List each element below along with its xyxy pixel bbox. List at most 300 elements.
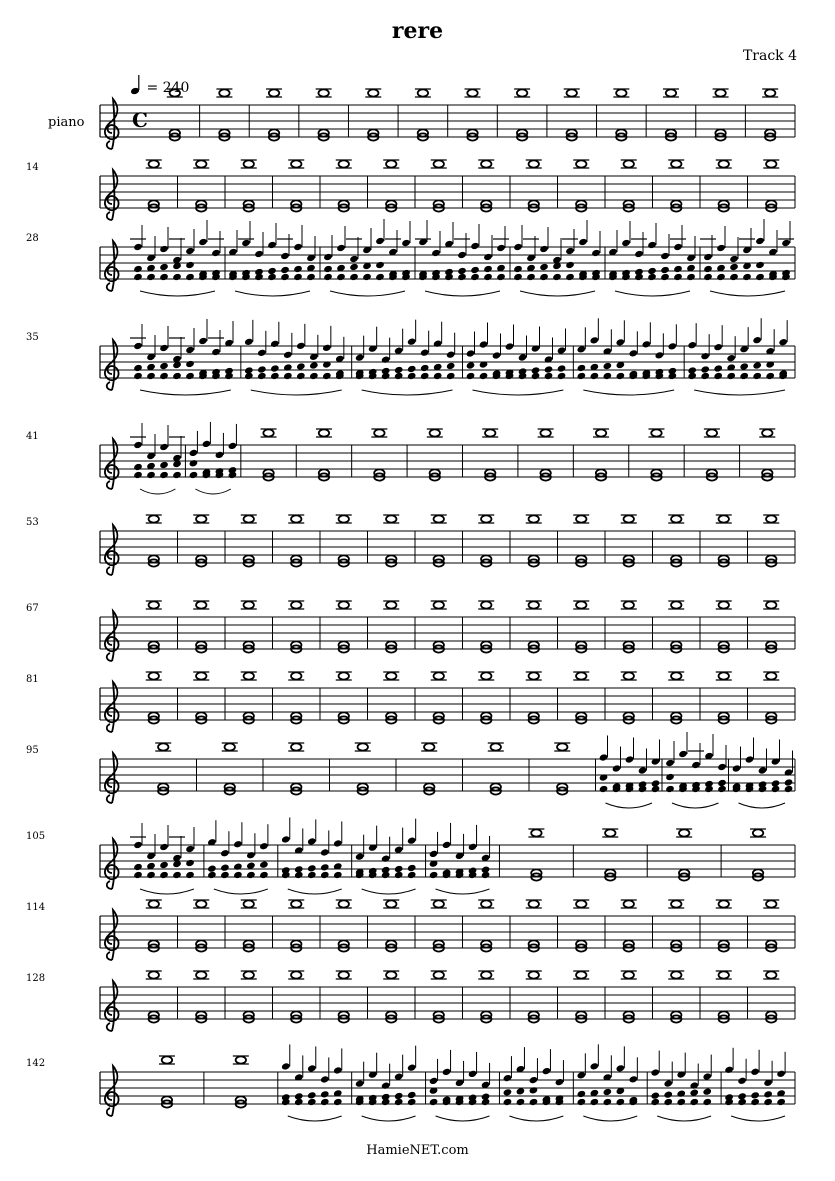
note-head (244, 672, 254, 679)
note-head (307, 837, 317, 845)
note-head (133, 372, 143, 380)
note-head (481, 900, 491, 907)
note-head (612, 764, 622, 772)
note-head (349, 255, 359, 263)
note-head (577, 372, 587, 380)
note-head (753, 829, 763, 836)
note-head (196, 601, 206, 608)
note-head (481, 160, 491, 167)
note-head (713, 372, 723, 380)
note-head (650, 1098, 660, 1106)
note-head (149, 601, 159, 608)
note-head (742, 273, 752, 281)
note-head (529, 1076, 539, 1084)
note-head (236, 1056, 246, 1063)
note-head (185, 871, 195, 879)
note-head (671, 900, 681, 907)
note-head (429, 871, 439, 879)
note-head (647, 241, 657, 249)
note-head (294, 871, 304, 879)
note-head (307, 1091, 317, 1099)
note-head (241, 239, 251, 247)
note-head (638, 766, 648, 774)
note-head (481, 1098, 491, 1106)
note-head (596, 429, 606, 436)
note-head (468, 1070, 478, 1078)
note-head (309, 372, 319, 380)
note-head (269, 89, 279, 96)
note-head (700, 352, 710, 360)
note-head (172, 273, 182, 281)
note-head (339, 672, 349, 679)
treble-clef-icon (105, 611, 119, 661)
note-head (716, 273, 726, 281)
staff-system (100, 219, 795, 296)
note-head (660, 252, 670, 260)
note-head (468, 843, 478, 851)
note-head (719, 672, 729, 679)
note-head (339, 601, 349, 608)
note-head (291, 900, 301, 907)
note-head (159, 263, 169, 271)
note-head (624, 601, 634, 608)
note-head (577, 1090, 587, 1098)
note-head (531, 372, 541, 380)
note-head (503, 1088, 513, 1096)
note-head (133, 243, 143, 251)
note-head (233, 871, 243, 879)
note-head (576, 971, 586, 978)
note-head (752, 372, 762, 380)
note-head (634, 250, 644, 258)
note-head (616, 372, 626, 380)
note-head (660, 266, 670, 274)
note-head (784, 778, 794, 786)
note-head (651, 429, 661, 436)
note-head (481, 672, 491, 679)
note-head (470, 273, 480, 281)
note-head (503, 1098, 513, 1106)
note-head (349, 263, 359, 271)
tempo-value: = 240 (146, 80, 190, 96)
measure-number: 53 (26, 517, 39, 528)
note-head (394, 372, 404, 380)
note-head (663, 1098, 673, 1106)
note-head (737, 1098, 747, 1106)
note-head (381, 1081, 391, 1089)
note-head (407, 1098, 417, 1106)
note-head (244, 338, 254, 346)
note-head (336, 244, 346, 252)
note-head (267, 273, 277, 281)
note-head (433, 339, 443, 347)
note-head (407, 1063, 417, 1071)
note-head (296, 342, 306, 350)
note-head (133, 841, 143, 849)
note-head (280, 252, 290, 260)
note-head (603, 372, 613, 380)
note-head (362, 273, 372, 281)
note-head (467, 89, 477, 96)
measure-number: 67 (26, 603, 39, 614)
treble-clef-icon (105, 439, 119, 489)
note-head (291, 601, 301, 608)
staff-system (100, 89, 795, 149)
note-head (491, 743, 501, 750)
note-head (565, 247, 575, 255)
note-head (185, 859, 195, 867)
note-head (776, 1070, 786, 1078)
note-head (629, 1075, 639, 1083)
note-head (291, 743, 301, 750)
note-head (655, 351, 665, 359)
note-head (591, 249, 601, 257)
note-head (557, 364, 567, 372)
note-head (244, 372, 254, 380)
note-head (700, 365, 710, 373)
note-head (270, 340, 280, 348)
note-head (483, 273, 493, 281)
note-head (666, 89, 676, 96)
note-head (322, 344, 332, 352)
note-head (244, 601, 254, 608)
note-head (518, 353, 528, 361)
note-head (442, 1068, 452, 1076)
note-head (529, 601, 539, 608)
note-head (496, 273, 506, 281)
note-head (429, 850, 439, 858)
note-head (739, 362, 749, 370)
track-label: Track 4 (742, 48, 797, 64)
note-head (159, 443, 169, 451)
note-head (713, 343, 723, 351)
note-head (336, 273, 346, 281)
note-head (778, 338, 788, 346)
note-head (429, 1077, 439, 1085)
note-head (719, 971, 729, 978)
note-head (590, 1098, 600, 1106)
note-head (752, 361, 762, 369)
note-head (333, 1098, 343, 1106)
note-head (673, 273, 683, 281)
note-head (170, 89, 180, 96)
note-head (339, 971, 349, 978)
treble-clef-icon (105, 340, 119, 390)
note-head (663, 1079, 673, 1087)
note-head (375, 273, 385, 281)
note-head (517, 89, 527, 96)
note-head (689, 1098, 699, 1106)
note-head (713, 364, 723, 372)
note-head (401, 239, 411, 247)
note-head (220, 849, 230, 857)
note-head (776, 1098, 786, 1106)
note-head (149, 515, 159, 522)
note-head (703, 265, 713, 273)
note-head (293, 265, 303, 273)
treble-clef-icon (105, 753, 119, 803)
staff-system (100, 318, 795, 395)
note-head (763, 1098, 773, 1106)
note-head (189, 471, 199, 479)
note-head (446, 372, 456, 380)
note-head (375, 261, 385, 269)
note-head (726, 354, 736, 362)
note-head (702, 1072, 712, 1080)
note-head (496, 244, 506, 252)
note-head (766, 971, 776, 978)
note-head (700, 372, 710, 380)
note-head (159, 861, 169, 869)
note-head (333, 839, 343, 847)
treble-clef-icon (105, 839, 119, 889)
measure-number: 95 (26, 745, 39, 756)
note-head (159, 362, 169, 370)
note-head (259, 871, 269, 879)
note-head (578, 238, 588, 246)
note-head (233, 862, 243, 870)
note-head (686, 273, 696, 281)
note-head (719, 900, 729, 907)
note-head (466, 372, 476, 380)
note-head (257, 372, 267, 380)
note-head (577, 364, 587, 372)
note-head (671, 672, 681, 679)
note-head (386, 515, 396, 522)
measure-number: 114 (26, 902, 46, 913)
measure-number: 41 (26, 431, 39, 442)
note-head (375, 237, 385, 245)
note-head (729, 273, 739, 281)
note-head (755, 237, 765, 245)
note-head (133, 863, 143, 871)
note-head (663, 1090, 673, 1098)
note-head (446, 362, 456, 370)
note-head (233, 840, 243, 848)
note-head (146, 372, 156, 380)
note-head (616, 89, 626, 96)
note-head (149, 160, 159, 167)
note-head (430, 429, 440, 436)
note-head (433, 372, 443, 380)
note-head (529, 515, 539, 522)
note-head (715, 89, 725, 96)
note-head (531, 829, 541, 836)
note-head (296, 362, 306, 370)
note-head (320, 1090, 330, 1098)
note-head (739, 372, 749, 380)
note-head (539, 273, 549, 281)
note-head (133, 871, 143, 879)
treble-clef-icon (105, 981, 119, 1031)
note-head (270, 372, 280, 380)
measure-number: 105 (26, 831, 46, 842)
note-head (381, 854, 391, 862)
note-head (737, 1077, 747, 1085)
note-head (407, 337, 417, 345)
note-head (355, 852, 365, 860)
note-head (673, 265, 683, 273)
note-head (479, 340, 489, 348)
note-head (215, 451, 225, 459)
note-head (766, 601, 776, 608)
note-head (529, 672, 539, 679)
note-head (244, 515, 254, 522)
note-head (307, 1064, 317, 1072)
note-head (719, 515, 729, 522)
score-title: rere (391, 18, 444, 44)
staff-system (100, 1044, 795, 1121)
note-head (407, 372, 417, 380)
note-head (407, 836, 417, 844)
note-head (513, 273, 523, 281)
note-head (457, 251, 467, 259)
note-head (466, 349, 476, 357)
measure-number: 142 (26, 1058, 46, 1069)
note-head (158, 743, 168, 750)
note-head (318, 89, 328, 96)
note-head (333, 871, 343, 879)
note-head (244, 900, 254, 907)
time-signature: C (132, 108, 148, 132)
note-head (665, 759, 675, 767)
note-head (703, 273, 713, 281)
note-head (481, 515, 491, 522)
note-head (766, 900, 776, 907)
note-head (434, 601, 444, 608)
note-head (513, 243, 523, 251)
note-head (599, 785, 609, 793)
note-head (481, 871, 491, 879)
note-head (196, 515, 206, 522)
note-head (719, 160, 729, 167)
note-head (368, 89, 378, 96)
note-head (339, 515, 349, 522)
note-head (159, 871, 169, 879)
note-head (483, 265, 493, 273)
note-head (244, 971, 254, 978)
note-head (291, 515, 301, 522)
note-head (320, 1075, 330, 1083)
note-head (394, 871, 404, 879)
note-head (291, 672, 301, 679)
note-head (225, 743, 235, 750)
note-head (576, 515, 586, 522)
footer-site: HamieNET.com (366, 1143, 469, 1158)
note-head (605, 829, 615, 836)
note-head (624, 672, 634, 679)
note-head (386, 601, 396, 608)
note-head (291, 971, 301, 978)
note-head (185, 372, 195, 380)
note-head (766, 515, 776, 522)
note-head (616, 1098, 626, 1106)
note-head (485, 429, 495, 436)
instrument-name: piano (48, 115, 85, 130)
note-head (691, 761, 701, 769)
note-head (358, 743, 368, 750)
note-head (434, 160, 444, 167)
note-head (149, 900, 159, 907)
note-head (650, 1091, 660, 1099)
note-head (483, 253, 493, 261)
note-head (624, 971, 634, 978)
note-head (133, 265, 143, 273)
note-head (133, 441, 143, 449)
note-head (244, 160, 254, 167)
note-head (603, 1098, 613, 1106)
note-head (557, 372, 567, 380)
note-head (159, 461, 169, 469)
note-head (529, 160, 539, 167)
note-head (149, 971, 159, 978)
note-head (281, 835, 291, 843)
note-head (293, 243, 303, 251)
note-head (717, 785, 727, 793)
note-head (133, 342, 143, 350)
note-head (146, 273, 156, 281)
note-head (668, 342, 678, 350)
note-head (228, 442, 238, 450)
note-head (544, 365, 554, 373)
note-head (766, 160, 776, 167)
note-head (529, 900, 539, 907)
note-head (766, 672, 776, 679)
note-head (526, 273, 536, 281)
note-head (159, 273, 169, 281)
note-head (565, 261, 575, 269)
note-head (466, 361, 476, 369)
note-head (418, 89, 428, 96)
note-head (542, 1067, 552, 1075)
note-head (333, 1066, 343, 1074)
note-head (673, 243, 683, 251)
note-head (294, 1098, 304, 1106)
note-head (687, 372, 697, 380)
note-head (381, 355, 391, 363)
staff-system (100, 672, 795, 732)
note-head (726, 372, 736, 380)
note-head (320, 863, 330, 871)
note-head (765, 372, 775, 380)
measure-number: 128 (26, 973, 46, 984)
note-head (539, 263, 549, 271)
measure-number: 35 (26, 332, 39, 343)
note-head (516, 1098, 526, 1106)
note-head (211, 249, 221, 257)
note-head (196, 900, 206, 907)
note-head (745, 755, 755, 763)
note-head (732, 764, 742, 772)
note-head (434, 900, 444, 907)
note-head (267, 241, 277, 249)
note-head (771, 785, 781, 793)
note-head (616, 1064, 626, 1072)
note-head (159, 245, 169, 253)
note-head (386, 672, 396, 679)
note-head (172, 471, 182, 479)
note-head (386, 160, 396, 167)
note-head (220, 863, 230, 871)
note-head (307, 864, 317, 872)
note-head (349, 273, 359, 281)
treble-clef-icon (105, 910, 119, 960)
note-head (687, 341, 697, 349)
note-head (505, 342, 515, 350)
note-head (189, 459, 199, 467)
note-head (529, 1098, 539, 1106)
note-head (407, 864, 417, 872)
